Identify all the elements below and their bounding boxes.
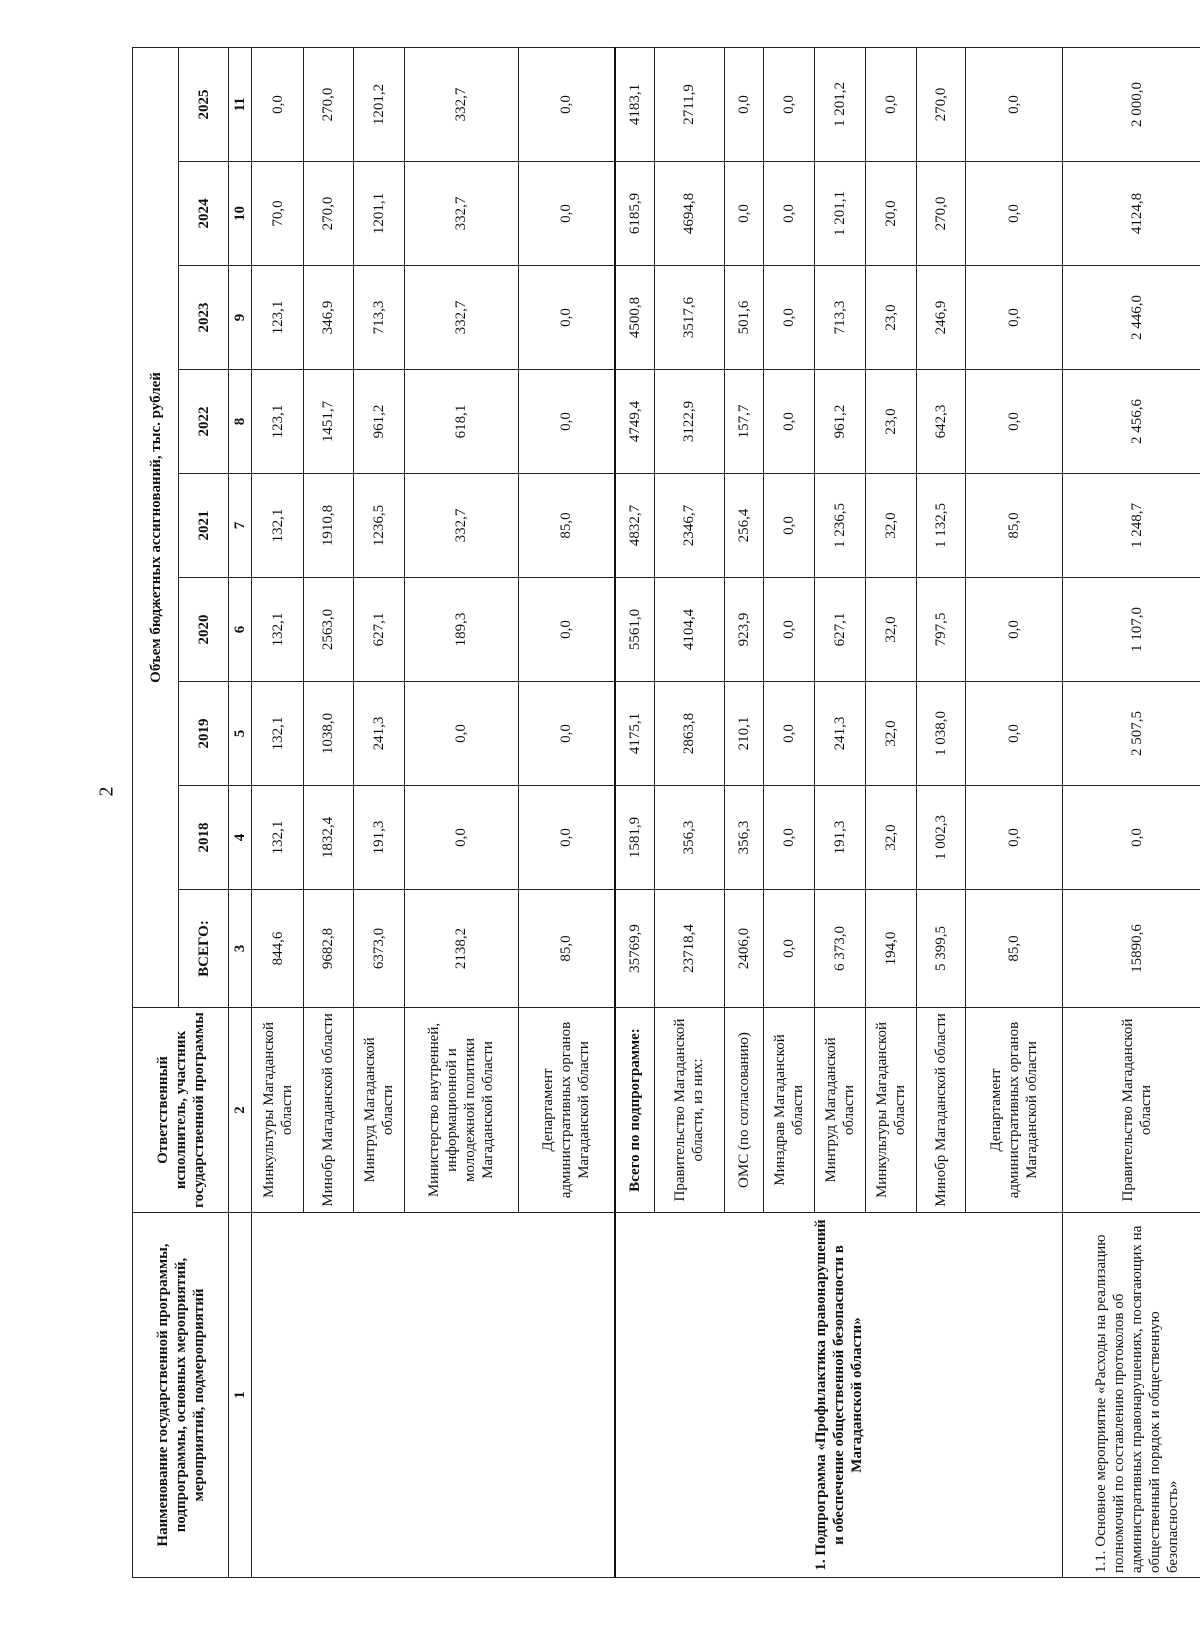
value-cell: 961,2 [353, 370, 404, 474]
value-cell: 6373,0 [353, 890, 404, 1008]
value-cell: 32,0 [865, 578, 916, 682]
value-cell: 23,0 [865, 266, 916, 370]
value-cell: 356,3 [724, 786, 764, 890]
value-cell: 0,0 [1063, 786, 1200, 890]
value-cell: 0,0 [966, 266, 1063, 370]
table-row [615, 47, 655, 1577]
value-cell: 2 507,5 [1063, 682, 1200, 786]
value-cell: 1201,2 [353, 47, 404, 161]
value-cell: 85,0 [518, 890, 615, 1008]
value-cell: 4749,4 [615, 370, 655, 474]
value-cell: 2863,8 [655, 682, 724, 786]
executor-cell: Минздрав Магаданской области [764, 1008, 815, 1213]
value-cell: 132,1 [252, 786, 304, 890]
value-cell: 1201,1 [353, 162, 404, 266]
table-header [133, 47, 252, 1577]
value-cell: 157,7 [724, 370, 764, 474]
executor-cell: Всего по подпрограмме: [615, 1008, 655, 1213]
value-cell: 332,7 [404, 266, 518, 370]
value-cell: 0,0 [518, 682, 615, 786]
value-cell: 6185,9 [615, 162, 655, 266]
value-cell: 627,1 [353, 578, 404, 682]
value-cell: 35769,9 [615, 890, 655, 1008]
executor-cell: Минтруд Магаданской области [353, 1008, 404, 1213]
value-cell: 0,0 [966, 786, 1063, 890]
col-number: 4 [229, 786, 252, 890]
value-cell: 0,0 [518, 578, 615, 682]
executor-cell: Минкультуры Магаданской области [252, 1008, 304, 1213]
value-cell: 132,1 [252, 578, 304, 682]
value-cell: 961,2 [815, 370, 866, 474]
value-cell: 2711,9 [655, 47, 724, 161]
value-cell: 32,0 [865, 786, 916, 890]
col-number: 6 [229, 578, 252, 682]
value-cell: 332,7 [404, 47, 518, 161]
value-cell: 844,6 [252, 890, 304, 1008]
value-cell: 4124,8 [1063, 162, 1200, 266]
value-cell: 270,0 [916, 162, 966, 266]
value-cell: 2138,2 [404, 890, 518, 1008]
value-cell: 191,3 [353, 786, 404, 890]
budget-table [132, 47, 1200, 1578]
header-year: 2022 [179, 370, 229, 474]
value-cell: 0,0 [966, 47, 1063, 161]
executor-cell: Минтруд Магаданской области [815, 1008, 866, 1213]
value-cell: 241,3 [353, 682, 404, 786]
value-cell: 1 107,0 [1063, 578, 1200, 682]
col-number: 9 [229, 266, 252, 370]
value-cell: 132,1 [252, 682, 304, 786]
value-cell: 1 201,2 [815, 47, 866, 161]
value-cell: 713,3 [815, 266, 866, 370]
value-cell: 4832,7 [615, 474, 655, 578]
value-cell: 6 373,0 [815, 890, 866, 1008]
value-cell: 191,3 [815, 786, 866, 890]
value-cell: 3122,9 [655, 370, 724, 474]
value-cell: 0,0 [966, 370, 1063, 474]
header-year: 2023 [179, 266, 229, 370]
executor-cell: Правительство Магаданской области, из них: [655, 1008, 724, 1213]
table-row [1063, 47, 1200, 1577]
value-cell: 246,9 [916, 266, 966, 370]
column-number-row [229, 47, 252, 1577]
value-cell: 346,9 [304, 266, 354, 370]
executor-cell: Минобр Магаданской области [304, 1008, 354, 1213]
value-cell: 0,0 [764, 890, 815, 1008]
value-cell: 270,0 [916, 47, 966, 161]
value-cell: 0,0 [518, 162, 615, 266]
value-cell: 85,0 [966, 890, 1063, 1008]
value-cell: 1236,5 [353, 474, 404, 578]
value-cell: 0,0 [518, 370, 615, 474]
value-cell: 1910,8 [304, 474, 354, 578]
value-cell: 4500,8 [615, 266, 655, 370]
value-cell: 2 000,0 [1063, 47, 1200, 161]
value-cell: 642,3 [916, 370, 966, 474]
value-cell: 0,0 [764, 682, 815, 786]
value-cell: 70,0 [252, 162, 304, 266]
value-cell: 4694,8 [655, 162, 724, 266]
executor-cell: Министерство внутренней, информационной и молодежной политики Магаданской области [404, 1008, 518, 1213]
table-row [252, 47, 304, 1577]
value-cell: 0,0 [518, 786, 615, 890]
value-cell: 2346,7 [655, 474, 724, 578]
executor-cell: Департамент административных органов Магаданской области [518, 1008, 615, 1213]
col-number: 3 [229, 890, 252, 1008]
value-cell: 132,1 [252, 474, 304, 578]
value-cell: 1451,7 [304, 370, 354, 474]
header-total: ВСЕГО: [179, 890, 229, 1008]
col-number: 8 [229, 370, 252, 474]
value-cell: 256,4 [724, 474, 764, 578]
value-cell: 0,0 [518, 47, 615, 161]
value-cell: 627,1 [815, 578, 866, 682]
value-cell: 4104,4 [655, 578, 724, 682]
value-cell: 923,9 [724, 578, 764, 682]
value-cell: 0,0 [764, 786, 815, 890]
value-cell: 9682,8 [304, 890, 354, 1008]
col-number: 1 [229, 1213, 252, 1578]
value-cell: 0,0 [764, 370, 815, 474]
value-cell: 1 132,5 [916, 474, 966, 578]
value-cell: 0,0 [865, 47, 916, 161]
value-cell: 2406,0 [724, 890, 764, 1008]
value-cell: 4183,1 [615, 47, 655, 161]
value-cell: 0,0 [764, 162, 815, 266]
value-cell: 1 248,7 [1063, 474, 1200, 578]
value-cell: 2 446,0 [1063, 266, 1200, 370]
value-cell: 1832,4 [304, 786, 354, 890]
value-cell: 0,0 [404, 682, 518, 786]
value-cell: 0,0 [764, 474, 815, 578]
header-executor: Ответственный исполнитель, участник государственной программы [133, 1008, 229, 1213]
header-year: 2019 [179, 682, 229, 786]
executor-cell: Минобр Магаданской области [916, 1008, 966, 1213]
header-program-name: Наименование государственной программы, подпрограммы, основных мероприятий, мероприятий, подмероприятий [133, 1213, 229, 1578]
value-cell: 0,0 [966, 162, 1063, 266]
value-cell: 23,0 [865, 370, 916, 474]
header-year: 2020 [179, 578, 229, 682]
header-volume: Объем бюджетных ассигнований, тыс. рублей [133, 47, 179, 1007]
value-cell: 0,0 [764, 578, 815, 682]
value-cell: 5561,0 [615, 578, 655, 682]
value-cell: 32,0 [865, 682, 916, 786]
value-cell: 3517,6 [655, 266, 724, 370]
program-name-cell-blank [252, 1213, 615, 1578]
rotated-table-wrapper [132, 48, 1200, 1578]
value-cell: 1 201,1 [815, 162, 866, 266]
value-cell: 189,3 [404, 578, 518, 682]
value-cell: 1 038,0 [916, 682, 966, 786]
value-cell: 123,1 [252, 370, 304, 474]
value-cell: 123,1 [252, 266, 304, 370]
col-number: 10 [229, 162, 252, 266]
value-cell: 194,0 [865, 890, 916, 1008]
col-number: 7 [229, 474, 252, 578]
value-cell: 618,1 [404, 370, 518, 474]
value-cell: 32,0 [865, 474, 916, 578]
value-cell: 5 399,5 [916, 890, 966, 1008]
value-cell: 1581,9 [615, 786, 655, 890]
value-cell: 1038,0 [304, 682, 354, 786]
value-cell: 332,7 [404, 162, 518, 266]
executor-cell: Департамент административных органов Магаданской области [966, 1008, 1063, 1213]
col-number: 5 [229, 682, 252, 786]
value-cell: 241,3 [815, 682, 866, 786]
value-cell: 0,0 [252, 47, 304, 161]
header-year: 2024 [179, 162, 229, 266]
value-cell: 0,0 [518, 266, 615, 370]
value-cell: 4175,1 [615, 682, 655, 786]
value-cell: 0,0 [966, 682, 1063, 786]
value-cell: 0,0 [724, 162, 764, 266]
page-number: 2 [95, 786, 118, 797]
value-cell: 797,5 [916, 578, 966, 682]
value-cell: 20,0 [865, 162, 916, 266]
col-number: 2 [229, 1008, 252, 1213]
subprogram-name: 1. Подпрограмма «Профилактика правонарушений и обеспечение общественной безопасности в Магаданской области» [615, 1213, 1063, 1578]
executor-cell: Правительство Магаданской области [1063, 1008, 1200, 1213]
value-cell: 270,0 [304, 47, 354, 161]
value-cell: 1 236,5 [815, 474, 866, 578]
value-cell: 501,6 [724, 266, 764, 370]
value-cell: 270,0 [304, 162, 354, 266]
value-cell: 2563,0 [304, 578, 354, 682]
value-cell: 85,0 [518, 474, 615, 578]
value-cell: 713,3 [353, 266, 404, 370]
executor-cell: Минкультуры Магаданской области [865, 1008, 916, 1213]
header-year: 2025 [179, 47, 229, 161]
value-cell: 0,0 [404, 786, 518, 890]
value-cell: 2 456,6 [1063, 370, 1200, 474]
value-cell: 210,1 [724, 682, 764, 786]
header-year: 2018 [179, 786, 229, 890]
value-cell: 356,3 [655, 786, 724, 890]
value-cell: 23718,4 [655, 890, 724, 1008]
value-cell: 332,7 [404, 474, 518, 578]
col-number: 11 [229, 47, 252, 161]
value-cell: 0,0 [764, 266, 815, 370]
value-cell: 0,0 [724, 47, 764, 161]
value-cell: 1 002,3 [916, 786, 966, 890]
executor-cell: ОМС (по согласованию) [724, 1008, 764, 1213]
value-cell: 0,0 [966, 578, 1063, 682]
header-year: 2021 [179, 474, 229, 578]
value-cell: 0,0 [764, 47, 815, 161]
activity-name: 1.1. Основное мероприятие «Расходы на реализацию полномочий по составлению протоколов об административных правонарушениях, посягающих на общественный порядок и общественную безопасность» [1063, 1213, 1200, 1578]
value-cell: 15890,6 [1063, 890, 1200, 1008]
value-cell: 85,0 [966, 474, 1063, 578]
